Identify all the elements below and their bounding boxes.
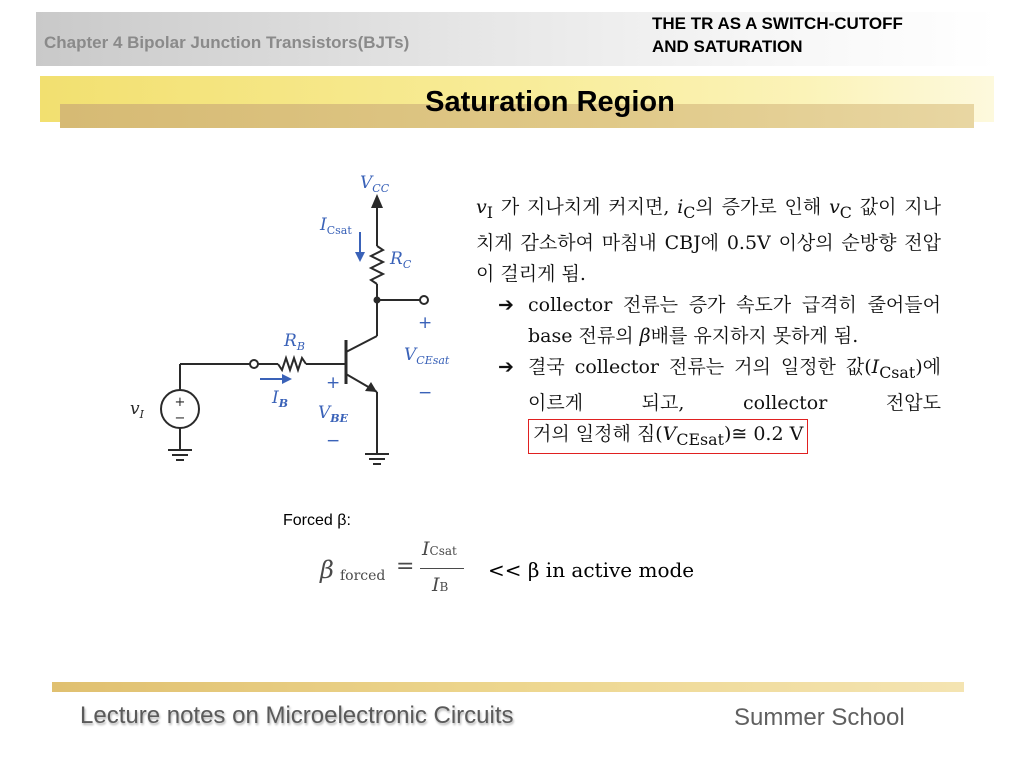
rb-resistor	[278, 358, 306, 370]
footer-band	[52, 682, 964, 692]
vi-label: $v_I$	[130, 399, 144, 421]
bullet-collector-current: ➔ collector 전류는 증가 속도가 급격히 줄어들어 base 전류의 β배를 유지하지 못하게 됨.	[476, 290, 941, 352]
forced-beta-formula: β forced = ICsat IB	[318, 538, 478, 604]
vcesat-label: $V_{CEsat}$	[404, 345, 450, 367]
rb-label: $R_B$	[284, 331, 305, 353]
header-topic-line-2: AND SATURATION	[652, 37, 803, 56]
source-plus: +	[174, 395, 186, 410]
input-terminal	[250, 360, 258, 368]
output-terminal	[420, 296, 428, 304]
rc-label: $R_C$	[390, 249, 412, 271]
slide-title: Saturation Region	[425, 86, 675, 118]
footer-school: Summer School	[734, 704, 905, 731]
vcc-label: $V_{CC}$	[360, 173, 390, 195]
collector-leg	[346, 336, 377, 352]
arrow-icon: ➔	[498, 293, 514, 316]
header-topic-line-1: THE TR AS A SWITCH-CUTOFF	[652, 14, 903, 33]
forced-beta-label: Forced β:	[283, 512, 351, 529]
vcesat-minus: −	[418, 383, 433, 403]
collector-node	[375, 298, 380, 303]
bjt-saturation-circuit	[120, 168, 460, 478]
vbe-minus: −	[326, 431, 341, 451]
vbe-plus: +	[326, 373, 341, 393]
icsat-label: $I_{Csat}$	[320, 215, 352, 237]
source-minus: −	[174, 411, 186, 426]
footer-course-title: Lecture notes on Microelectronic Circuits	[80, 702, 514, 729]
ib-label: $I_B$	[272, 388, 289, 410]
arrow-icon: ➔	[498, 355, 514, 378]
rc-resistor	[371, 246, 383, 284]
vcesat-plus: +	[418, 313, 433, 333]
bullet-collector-voltage: ➔ 결국 collector 전류는 거의 일정한 값$(I_{Csat})$에 이르게 되고, collector 전압도 거의 일정해 짐$(V_{CEsat})≅$ 0.2 V	[476, 352, 941, 455]
active-mode-comparison: << β in active mode	[488, 558, 695, 582]
header-topic	[652, 12, 997, 58]
saturation-description	[476, 192, 941, 454]
chapter-title: Chapter 4 Bipolar Junction Transistors(BJTs)	[44, 33, 410, 52]
vcesat-highlight-box: 거의 일정해 짐$(V_{CEsat})≅$ 0.2 V	[528, 419, 808, 455]
description-paragraph: $v_I$ 가 지나치게 커지면, $i_C$의 증가로 인해 $v_C$ 값이 지나치게 감소하여 마침내 CBJ에 0.5V 이상의 순방향 전압이 걸리게 됨.	[476, 196, 942, 285]
vcc-arrow	[371, 194, 383, 208]
vbe-label: $V_{BE}$	[318, 403, 348, 425]
